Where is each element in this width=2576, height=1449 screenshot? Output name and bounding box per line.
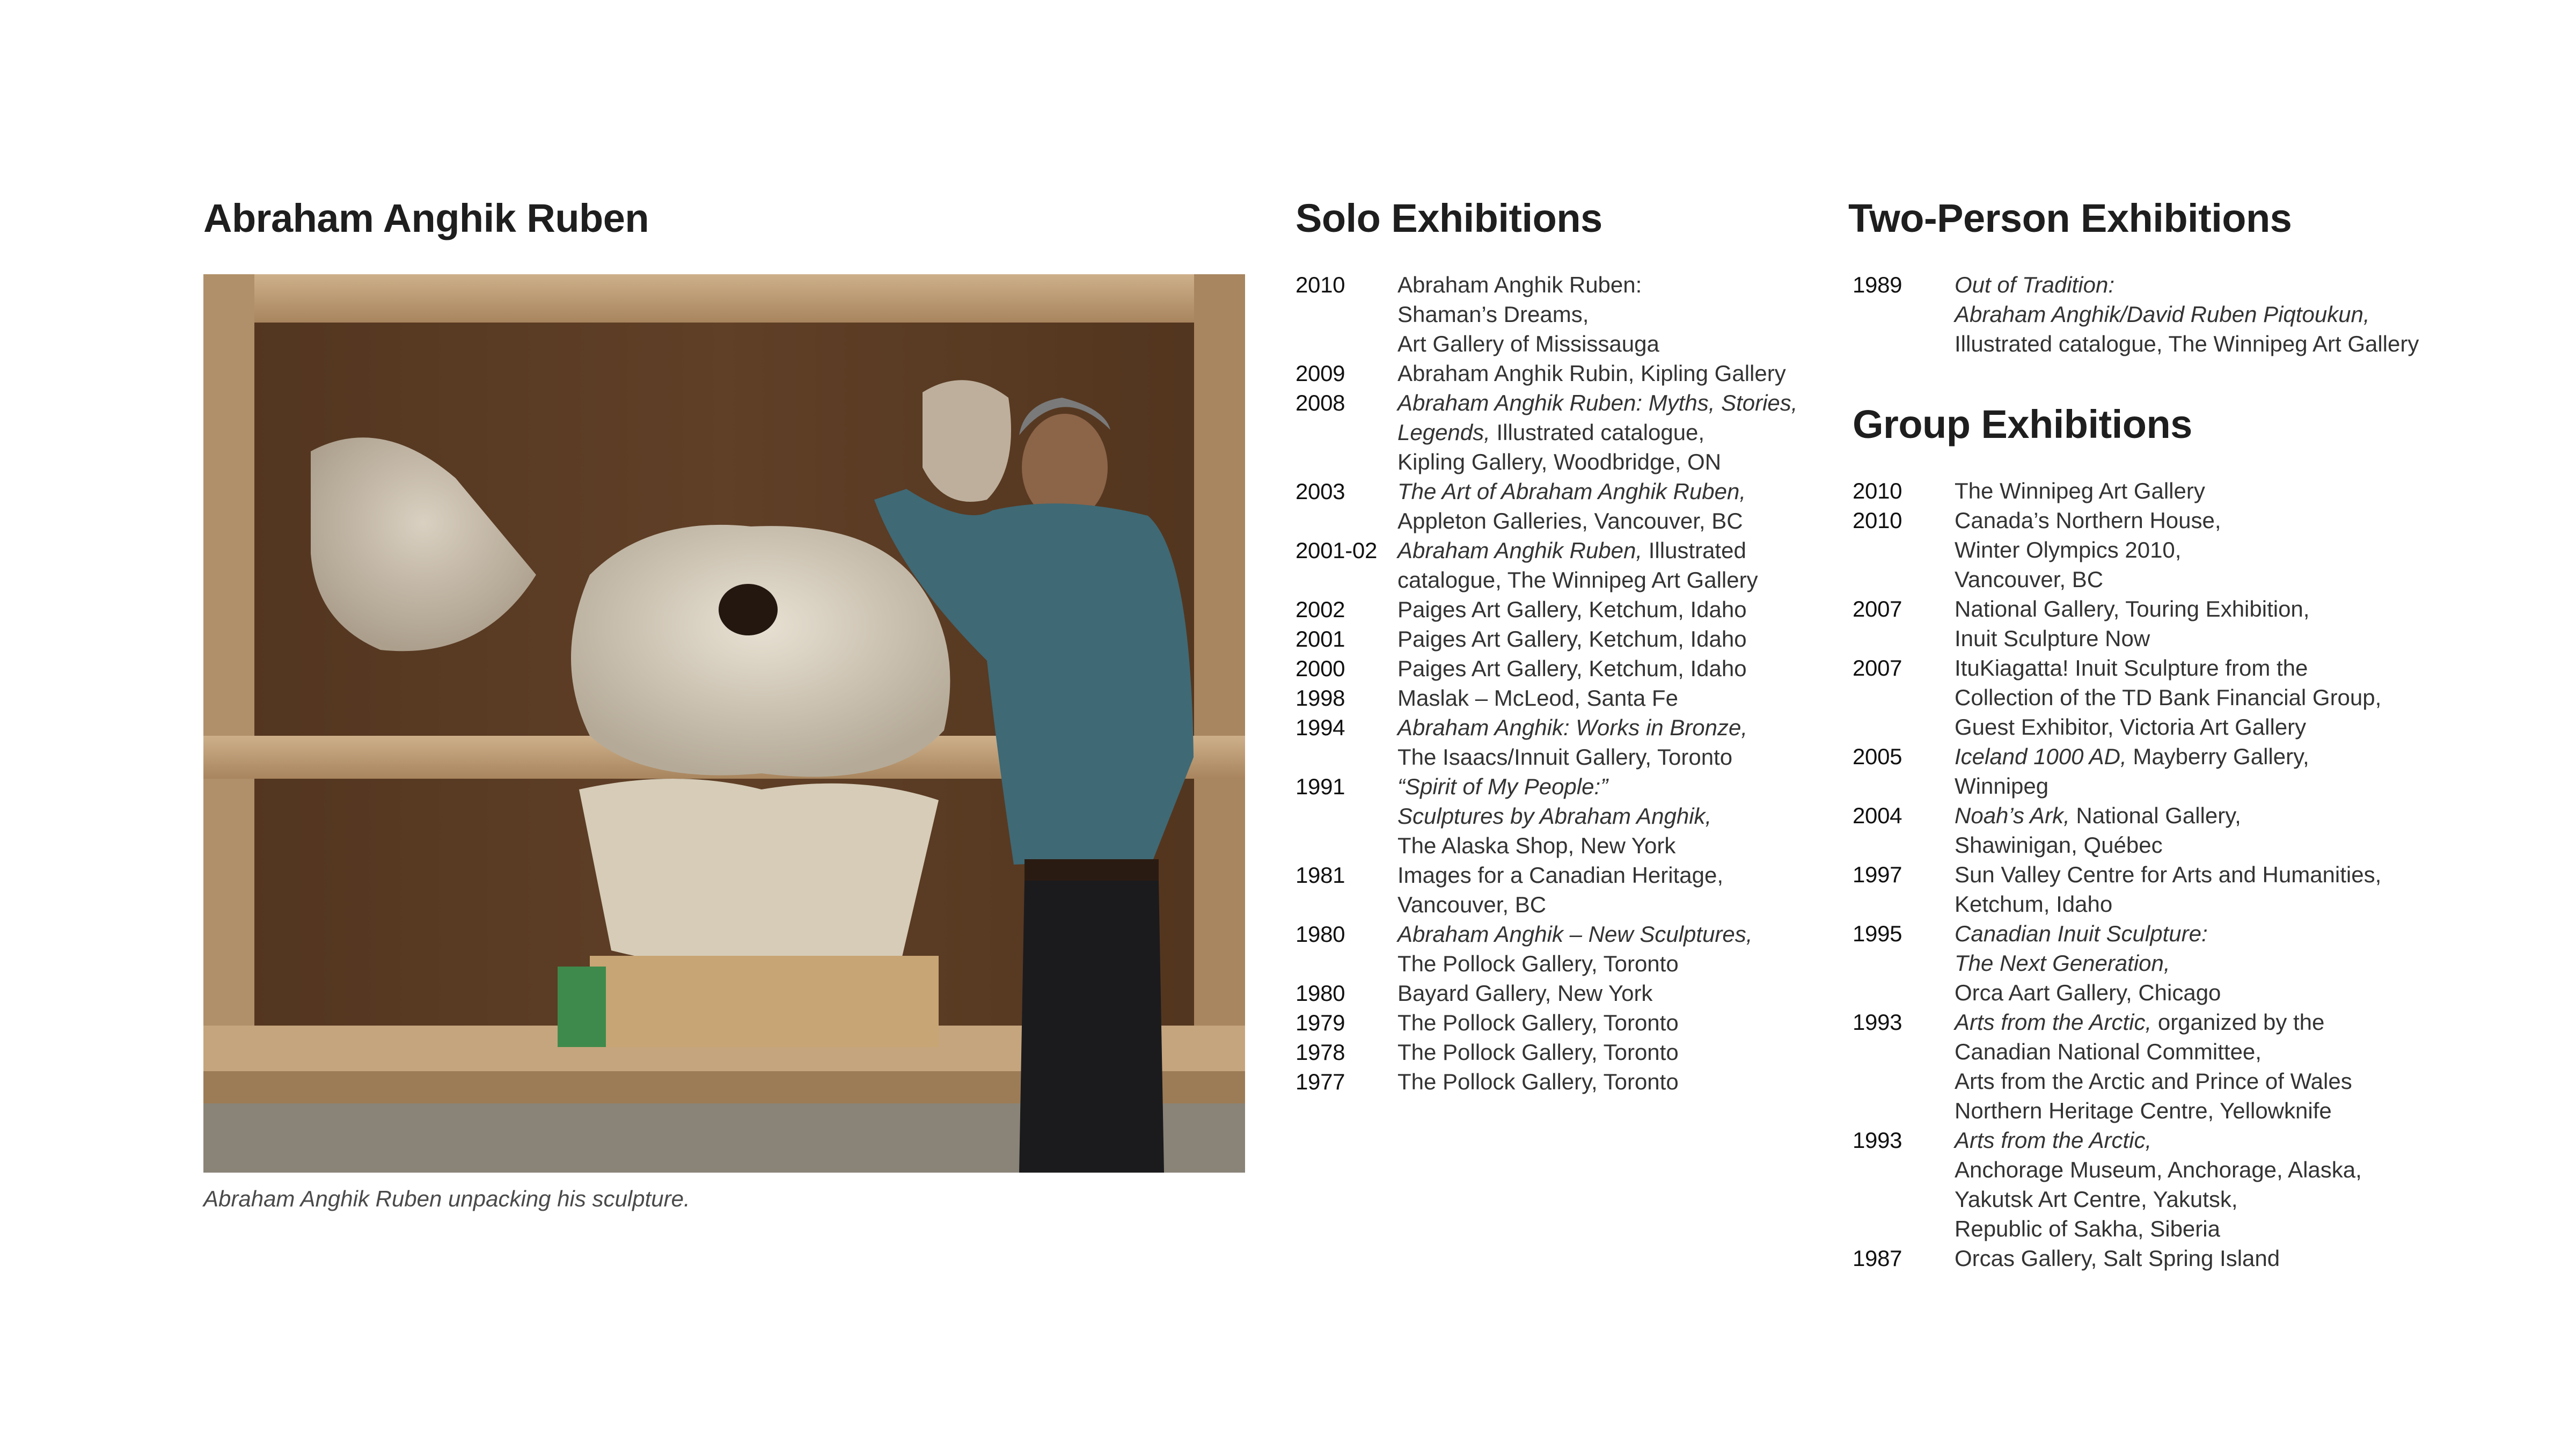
exhibition-detail: Sun Valley Centre for Arts and Humanities, Ketchum, Idaho bbox=[1955, 862, 2382, 917]
exhibition-detail: Appleton Galleries, Vancouver, BC bbox=[1397, 508, 1743, 533]
exhibition-description bbox=[1397, 1067, 1679, 1096]
exhibition-entry bbox=[1853, 860, 2550, 919]
exhibition-description bbox=[1397, 1037, 1679, 1067]
exhibition-entry bbox=[1296, 358, 1832, 388]
exhibition-year: 2001 bbox=[1296, 626, 1345, 652]
exhibition-title-italic: Abraham Anghik Ruben, bbox=[1397, 538, 1643, 563]
exhibition-entry bbox=[1853, 919, 2550, 1007]
exhibition-year: 1991 bbox=[1296, 774, 1345, 799]
exhibition-description bbox=[1955, 1125, 2362, 1243]
exhibition-year: 1994 bbox=[1296, 715, 1345, 740]
exhibition-entry bbox=[1296, 536, 1832, 595]
exhibition-description bbox=[1397, 1008, 1679, 1037]
exhibition-detail: Maslak – McLeod, Santa Fe bbox=[1397, 685, 1678, 711]
exhibition-year: 2007 bbox=[1853, 596, 1902, 621]
exhibition-description bbox=[1955, 919, 2221, 1007]
two-person-exhibitions-list bbox=[1853, 270, 2550, 358]
exhibition-entry bbox=[1853, 801, 2550, 860]
exhibition-description bbox=[1397, 919, 1752, 978]
exhibition-description bbox=[1955, 742, 2309, 801]
exhibition-entry bbox=[1296, 683, 1832, 713]
exhibition-year: 2003 bbox=[1296, 479, 1345, 504]
exhibition-entry bbox=[1296, 624, 1832, 654]
exhibition-year: 1977 bbox=[1296, 1069, 1345, 1094]
two-person-exhibitions-heading: Two-Person Exhibitions bbox=[1848, 196, 2292, 240]
exhibition-detail: The Pollock Gallery, Toronto bbox=[1397, 1010, 1679, 1035]
exhibition-description bbox=[1955, 270, 2419, 358]
exhibition-entry bbox=[1853, 270, 2550, 358]
exhibition-detail: Bayard Gallery, New York bbox=[1397, 980, 1653, 1006]
exhibition-description bbox=[1955, 594, 2309, 653]
exhibition-detail: Anchorage Museum, Anchorage, Alaska, Yakutsk Art Centre, Yakutsk, Republic of Sakha, Siberia bbox=[1955, 1157, 2362, 1241]
exhibition-description bbox=[1397, 624, 1747, 654]
exhibition-detail: Orcas Gallery, Salt Spring Island bbox=[1955, 1246, 2280, 1271]
exhibition-detail: Paiges Art Gallery, Ketchum, Idaho bbox=[1397, 597, 1747, 622]
exhibition-year: 2010 bbox=[1296, 272, 1345, 297]
exhibition-detail: Paiges Art Gallery, Ketchum, Idaho bbox=[1397, 626, 1747, 652]
exhibition-title-italic: Abraham Anghik Ruben: Myths, Stories, Legends, bbox=[1397, 390, 1798, 445]
exhibition-detail: Images for a Canadian Heritage, Vancouver, BC bbox=[1397, 862, 1724, 917]
exhibition-description bbox=[1397, 270, 1659, 358]
exhibition-detail: Paiges Art Gallery, Ketchum, Idaho bbox=[1397, 656, 1747, 681]
exhibition-year: 1989 bbox=[1853, 272, 1902, 297]
exhibition-entry bbox=[1296, 595, 1832, 624]
exhibition-detail: The Winnipeg Art Gallery bbox=[1955, 478, 2205, 503]
exhibition-title-italic: Iceland 1000 AD, bbox=[1955, 744, 2127, 769]
exhibition-description bbox=[1397, 860, 1723, 919]
exhibition-detail: The Alaska Shop, New York bbox=[1397, 833, 1676, 858]
exhibition-entry bbox=[1296, 477, 1832, 536]
exhibition-entry bbox=[1853, 1243, 2550, 1273]
exhibition-detail: Illustrated catalogue, Kipling Gallery, Woodbridge, ON bbox=[1397, 420, 1722, 474]
exhibition-detail: National Gallery, Shawinigan, Québec bbox=[1955, 803, 2241, 858]
exhibition-description bbox=[1955, 801, 2241, 860]
exhibition-title-italic: Out of Tradition: Abraham Anghik/David Ruben Piqtoukun, bbox=[1955, 272, 2370, 327]
exhibition-year: 2002 bbox=[1296, 597, 1345, 622]
group-exhibitions-heading: Group Exhibitions bbox=[1853, 402, 2192, 447]
exhibition-description bbox=[1955, 653, 2381, 742]
exhibition-detail: The Pollock Gallery, Toronto bbox=[1397, 951, 1679, 976]
exhibition-description bbox=[1955, 506, 2221, 594]
solo-exhibitions-list bbox=[1296, 270, 1832, 1096]
exhibition-year: 1993 bbox=[1853, 1128, 1902, 1153]
exhibition-description bbox=[1955, 476, 2205, 506]
exhibition-detail: ItuKiagatta! Inuit Sculpture from the Collection of the TD Bank Financial Group, Guest Exhibitor, Victoria Art Gallery bbox=[1955, 655, 2382, 740]
exhibition-detail: Illustrated catalogue, The Winnipeg Art Gallery bbox=[1955, 331, 2419, 356]
group-exhibitions-list bbox=[1853, 476, 2550, 1273]
exhibition-year: 2000 bbox=[1296, 656, 1345, 681]
exhibition-description bbox=[1397, 683, 1678, 713]
exhibition-description bbox=[1955, 860, 2381, 919]
exhibition-year: 1987 bbox=[1853, 1246, 1902, 1271]
exhibition-year: 2008 bbox=[1296, 390, 1345, 415]
exhibition-year: 1978 bbox=[1296, 1040, 1345, 1065]
exhibition-year: 2004 bbox=[1853, 803, 1902, 828]
photo-caption: Abraham Anghik Ruben unpacking his sculpture. bbox=[203, 1186, 690, 1211]
exhibition-detail: Abraham Anghik Ruben: Shaman’s Dreams, Art Gallery of Mississauga bbox=[1397, 272, 1659, 356]
artist-name-heading: Abraham Anghik Ruben bbox=[203, 196, 649, 240]
exhibition-entry bbox=[1296, 1067, 1832, 1096]
exhibition-entry bbox=[1296, 919, 1832, 978]
exhibition-year: 2010 bbox=[1853, 478, 1902, 503]
exhibition-year: 1998 bbox=[1296, 685, 1345, 711]
exhibition-description bbox=[1397, 536, 1758, 595]
exhibition-title-italic: The Art of Abraham Anghik Ruben, bbox=[1397, 479, 1746, 504]
exhibition-description bbox=[1397, 772, 1711, 860]
exhibition-entry bbox=[1296, 978, 1832, 1008]
exhibition-entry bbox=[1853, 476, 2550, 506]
exhibition-detail: Canada’s Northern House, Winter Olympics 2010, Vancouver, BC bbox=[1955, 508, 2221, 592]
exhibition-year: 2001-02 bbox=[1296, 538, 1378, 563]
exhibition-entry bbox=[1296, 388, 1832, 477]
exhibition-title-italic: Noah’s Ark, bbox=[1955, 803, 2070, 828]
exhibition-title-italic: Arts from the Arctic, bbox=[1955, 1128, 2152, 1153]
exhibition-year: 1979 bbox=[1296, 1010, 1345, 1035]
exhibition-year: 1980 bbox=[1296, 980, 1345, 1006]
exhibition-detail: The Pollock Gallery, Toronto bbox=[1397, 1040, 1679, 1065]
exhibition-entry bbox=[1296, 713, 1832, 772]
exhibition-year: 2009 bbox=[1296, 361, 1345, 386]
exhibition-title-italic: Abraham Anghik – New Sculptures, bbox=[1397, 921, 1753, 947]
solo-exhibitions-heading: Solo Exhibitions bbox=[1296, 196, 1602, 240]
exhibition-entry bbox=[1853, 1007, 2550, 1125]
exhibition-title-italic: Canadian Inuit Sculpture: The Next Generation, bbox=[1955, 921, 2208, 976]
exhibition-entry bbox=[1853, 742, 2550, 801]
exhibition-entry bbox=[1296, 860, 1832, 919]
exhibition-entry bbox=[1296, 1008, 1832, 1037]
exhibition-year: 1980 bbox=[1296, 921, 1345, 947]
exhibition-title-italic: “Spirit of My People:” Sculptures by Abraham Anghik, bbox=[1397, 774, 1712, 829]
exhibition-description bbox=[1397, 713, 1747, 772]
exhibition-detail: organized by the Canadian National Committee, Arts from the Arctic and Prince of Wales Northern Heritage Centre, Yellowknife bbox=[1955, 1009, 2352, 1123]
sculpture-photo bbox=[203, 274, 1245, 1173]
exhibition-detail: Mayberry Gallery, Winnipeg bbox=[1955, 744, 2309, 799]
exhibition-description bbox=[1397, 358, 1786, 388]
exhibition-entry bbox=[1296, 270, 1832, 358]
exhibition-description bbox=[1397, 654, 1747, 683]
exhibition-title-italic: Arts from the Arctic, bbox=[1955, 1009, 2152, 1035]
exhibition-description bbox=[1955, 1243, 2280, 1273]
exhibition-detail: Abraham Anghik Rubin, Kipling Gallery bbox=[1397, 361, 1786, 386]
exhibition-entry bbox=[1296, 772, 1832, 860]
exhibition-detail: The Pollock Gallery, Toronto bbox=[1397, 1069, 1679, 1094]
exhibition-year: 2007 bbox=[1853, 655, 1902, 680]
exhibition-entry bbox=[1853, 653, 2550, 742]
exhibition-entry bbox=[1853, 1125, 2550, 1243]
exhibition-year: 1997 bbox=[1853, 862, 1902, 887]
exhibition-year: 1981 bbox=[1296, 862, 1345, 888]
exhibition-description bbox=[1397, 388, 1797, 477]
exhibition-detail: Illustrated catalogue, The Winnipeg Art Gallery bbox=[1397, 538, 1758, 592]
exhibition-title-italic: Abraham Anghik: Works in Bronze, bbox=[1397, 715, 1748, 740]
exhibition-description bbox=[1397, 477, 1746, 536]
exhibition-year: 1993 bbox=[1853, 1009, 1902, 1035]
exhibition-entry bbox=[1853, 506, 2550, 594]
exhibition-entry bbox=[1296, 1037, 1832, 1067]
exhibition-year: 2005 bbox=[1853, 744, 1902, 769]
exhibition-year: 2010 bbox=[1853, 508, 1902, 533]
exhibition-detail: Orca Aart Gallery, Chicago bbox=[1955, 980, 2221, 1005]
exhibition-entry bbox=[1296, 654, 1832, 683]
exhibition-description bbox=[1955, 1007, 2352, 1125]
exhibition-description bbox=[1397, 978, 1652, 1008]
exhibition-entry bbox=[1853, 594, 2550, 653]
exhibition-detail: National Gallery, Touring Exhibition, Inuit Sculpture Now bbox=[1955, 596, 2310, 651]
exhibition-description bbox=[1397, 595, 1747, 624]
exhibition-year: 1995 bbox=[1853, 921, 1902, 946]
exhibition-detail: The Isaacs/Innuit Gallery, Toronto bbox=[1397, 744, 1733, 770]
